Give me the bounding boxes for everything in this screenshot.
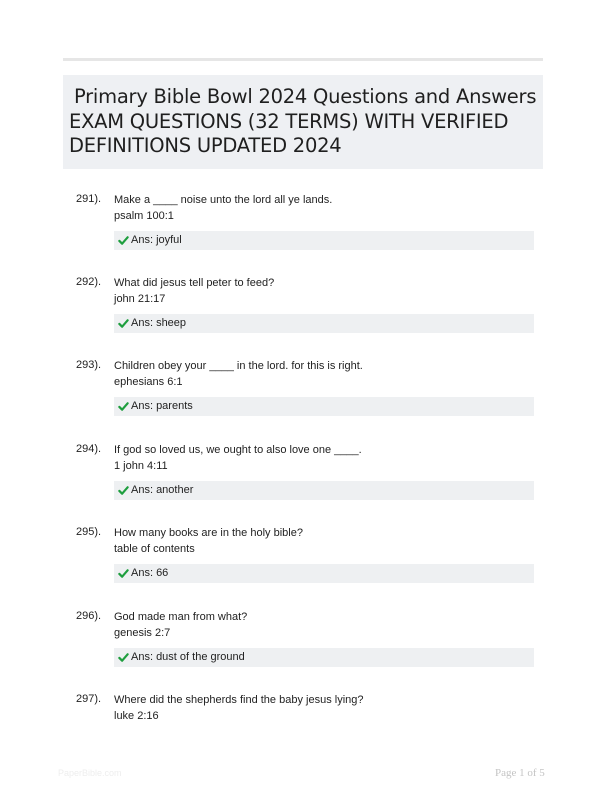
- question-text: [114, 276, 274, 307]
- answer-text: Ans: sheep: [131, 317, 187, 329]
- answer-bar: [114, 481, 534, 500]
- question-number: 293).: [76, 359, 102, 371]
- question-number: 297).: [76, 693, 102, 705]
- question-number: 296).: [76, 610, 102, 622]
- question-prompt: How many books are in the holy bible?: [114, 527, 303, 539]
- question-text: [114, 193, 332, 224]
- answer-bar: [114, 231, 534, 250]
- question-text: [114, 693, 364, 724]
- answer-bar: [114, 564, 534, 583]
- check-icon: [118, 485, 129, 496]
- question-text: [114, 526, 303, 557]
- title-line-3: DEFINITIONS UPDATED 2024: [69, 134, 342, 157]
- question-reference: 1 john 4:11: [114, 459, 168, 472]
- question-reference: ephesians 6:1: [114, 375, 183, 388]
- check-icon: [118, 652, 129, 663]
- footer-watermark: PaperBible.com: [58, 768, 122, 778]
- question-prompt: Where did the shepherds find the baby jesus lying?: [114, 694, 364, 706]
- question-text: [114, 610, 247, 641]
- answer-text: Ans: parents: [131, 400, 193, 412]
- question-prompt: Make a ____ noise unto the lord all ye lands.: [114, 194, 333, 206]
- answer-text: Ans: dust of the ground: [131, 651, 245, 663]
- question-number: 295).: [76, 526, 102, 538]
- answer-bar: [114, 314, 534, 333]
- question-reference: luke 2:16: [114, 709, 159, 722]
- page-number: Page 1 of 5: [495, 767, 545, 779]
- page-title: [69, 85, 537, 159]
- question-reference: psalm 100:1: [114, 209, 174, 222]
- question-prompt: Children obey your ____ in the lord. for this is right.: [114, 360, 363, 372]
- question-text: [114, 443, 362, 474]
- question-text: [114, 359, 363, 390]
- answer-bar: [114, 648, 534, 667]
- check-icon: [118, 568, 129, 579]
- question-reference: john 21:17: [114, 292, 166, 305]
- answer-bar: [114, 397, 534, 416]
- answer-text: Ans: another: [131, 484, 194, 496]
- check-icon: [118, 235, 129, 246]
- answer-text: Ans: joyful: [131, 234, 182, 246]
- title-line-2: EXAM QUESTIONS (32 TERMS) WITH VERIFIED: [69, 109, 509, 133]
- check-icon: [118, 401, 129, 412]
- question-number: 291).: [76, 193, 102, 205]
- question-prompt: God made man from what?: [114, 611, 248, 623]
- answer-text: Ans: 66: [131, 567, 169, 579]
- question-reference: genesis 2:7: [114, 626, 171, 639]
- question-prompt: If god so loved us, we ought to also love one ____.: [114, 444, 362, 456]
- title-line-1: Primary Bible Bowl 2024 Questions and Answers: [74, 85, 537, 108]
- question-reference: table of contents: [114, 542, 195, 555]
- title-box: [63, 75, 543, 169]
- question-prompt: What did jesus tell peter to feed?: [114, 277, 275, 289]
- check-icon: [118, 318, 129, 329]
- question-number: 292).: [76, 276, 102, 288]
- question-number: 294).: [76, 443, 102, 455]
- top-divider: [63, 58, 543, 61]
